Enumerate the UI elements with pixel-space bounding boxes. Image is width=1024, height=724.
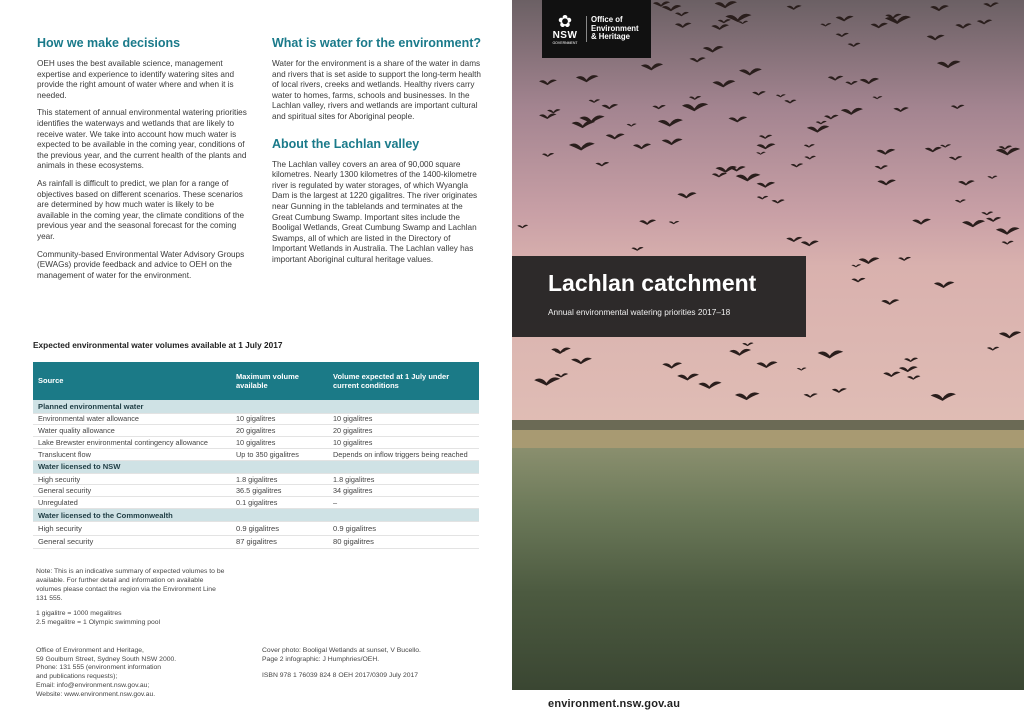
table-cell: 10 gigalitres xyxy=(231,413,328,425)
table-row xyxy=(33,485,479,497)
table-notes xyxy=(36,567,226,633)
grass xyxy=(512,448,1024,690)
table-cell: 10 gigalitres xyxy=(231,437,328,449)
table-cell: 0.1 gigalitres xyxy=(231,497,328,509)
logo-gov-text: GOVERNMENT xyxy=(552,41,578,45)
table-cell: 0.9 gigalitres xyxy=(328,522,479,536)
table-cell: 20 gigalitres xyxy=(328,425,479,437)
water-env-paragraph: Water for the environment is a share of the water in dams and rivers that is set aside to support the long-term health of local rivers, creeks and wetlands. Healthy rivers carry water to homes, farms, schools and businesses. In the Lachlan valley, rivers and wetlands are important cultural and spiritual sites for Aboriginal people. xyxy=(272,59,481,121)
table-header-row xyxy=(33,362,479,400)
conversion-note xyxy=(36,609,226,627)
header-max-volume: Maximum volume available xyxy=(231,362,328,400)
table-row xyxy=(33,448,479,460)
table-section-row xyxy=(33,400,479,413)
table-row xyxy=(33,425,479,437)
table-cell: 10 gigalitres xyxy=(328,437,479,449)
table-cell: Lake Brewster environmental contingency allowance xyxy=(33,437,231,449)
water-column xyxy=(272,36,482,273)
decisions-paragraph: Community-based Environmental Water Advisory Groups (EWAGs) provide feedback and advice to OEH on the management of water for the environment. xyxy=(37,249,245,280)
header-expected-volume: Volume expected at 1 July under current conditions xyxy=(328,362,479,400)
table-cell: High security xyxy=(33,473,231,485)
cover-page xyxy=(512,0,1024,690)
table-cell: 34 gigalitres xyxy=(328,485,479,497)
table-cell: Unregulated xyxy=(33,497,231,509)
decisions-heading: How we make decisions xyxy=(37,36,181,50)
logo-agency-text xyxy=(586,16,639,42)
table-row xyxy=(33,522,479,536)
table-cell: 80 gigalitres xyxy=(328,535,479,549)
isbn-line: ISBN 978 1 76039 824 8 OEH 2017/0309 July 2017 xyxy=(262,672,419,680)
conversion-1: 1 gigalitre = 1000 megalitres xyxy=(36,610,122,617)
credit-line: Page 2 infographic: J Humphries/OEH. xyxy=(262,655,380,663)
waratah-icon: ✿ NSW GOVERNMENT xyxy=(552,12,578,45)
water-env-heading: What is water for the environment? xyxy=(272,36,482,50)
table-cell: 20 gigalitres xyxy=(231,425,328,437)
table-row xyxy=(33,535,479,549)
address-line: Office of Environment and Heritage, xyxy=(36,647,144,654)
decisions-paragraph: OEH uses the best available science, management expertise and experience to identify watering sites and provide the right amount of water where and when it is needed. xyxy=(37,59,235,100)
table-body xyxy=(33,400,479,549)
footer-credits xyxy=(262,647,482,681)
table-row xyxy=(33,413,479,425)
table-cell: Environmental water allowance xyxy=(33,413,231,425)
logo-line: & Heritage xyxy=(591,32,630,42)
table-cell: 0.9 gigalitres xyxy=(231,522,328,536)
cover-title-box xyxy=(512,256,806,337)
logo-nsw-text: NSW xyxy=(552,30,578,41)
section-label: Water licensed to the Commonwealth xyxy=(33,509,479,522)
table-cell: 10 gigalitres xyxy=(328,413,479,425)
table-cell: – xyxy=(328,497,479,509)
table-cell: Depends on inflow triggers being reached xyxy=(328,448,479,460)
table-section-row xyxy=(33,509,479,522)
address-line: Email: info@environment.nsw.gov.au; xyxy=(36,681,150,689)
decisions-paragraph: As rainfall is difficult to predict, we plan for a range of objectives based on different scenarios. These scenarios are determined by how much water is likely to be available in the coming year, the climate conditions of the previous year and the seasonal forecast for the coming year. xyxy=(37,178,245,241)
lachlan-heading: About the Lachlan valley xyxy=(272,136,420,151)
address-line: Phone: 131 555 (environment information xyxy=(36,664,162,672)
table-cell: Translucent flow xyxy=(33,448,231,460)
logo-line: Office of xyxy=(591,15,623,25)
address-line: Website: www.environment.nsw.gov.au. xyxy=(36,690,156,698)
cover-photo xyxy=(512,0,1024,690)
table-row xyxy=(33,473,479,485)
conversion-2: 2.5 megalitre = 1 Olympic swimming pool xyxy=(36,619,161,626)
table-row xyxy=(33,437,479,449)
section-label: Planned environmental water xyxy=(33,400,479,413)
table-cell: Up to 350 gigalitres xyxy=(231,448,328,460)
website-url[interactable]: environment.nsw.gov.au xyxy=(548,698,681,710)
table-cell: General security xyxy=(33,535,231,549)
table-cell: High security xyxy=(33,522,231,536)
lachlan-paragraph: The Lachlan valley covers an area of 90,000 square kilometres. Nearly 1300 kilometres of the 1400-kilometre river is regulated by water storages, of which Wyangla Dam is the largest at 1220 gigalitres. The river originates near Gunning in the tablelands and terminates at the Great Cumbung Swamp. Important sites include the Booligal Wetlands, Great Cumbung Swamp and Lachlan Swamps, all of which are listed in the Directory of Important Wetlands in Australia. The Lachlan valley has important Aboriginal cultural heritage values. xyxy=(272,159,478,264)
table-cell: 87 gigalitres xyxy=(231,535,328,549)
address-line: and publications requests); xyxy=(36,673,118,681)
section-label: Water licensed to NSW xyxy=(33,460,479,473)
water-volumes-table xyxy=(33,362,479,549)
table-cell: General security xyxy=(33,485,231,497)
table-cell: Water quality allowance xyxy=(33,425,231,437)
header-source: Source xyxy=(33,362,231,400)
table-cell: 36.5 gigalitres xyxy=(231,485,328,497)
credit-line: Cover photo: Booligal Wetlands at sunset, V Bucello. xyxy=(262,647,421,654)
nsw-oeh-logo xyxy=(542,0,651,58)
cover-subtitle: Annual environmental watering priorities 2017–18 xyxy=(548,307,731,317)
address-line: 59 Goulburn Street, Sydney South NSW 2000. xyxy=(36,655,177,663)
logo-line: Environment xyxy=(591,23,639,33)
note-text: Note: This is an indicative summary of expected volumes to be available. For further detail and information on available volumes please contact the region via the Environment Line 131 555. xyxy=(36,568,225,602)
table-cell: 1.8 gigalitres xyxy=(231,473,328,485)
decisions-column xyxy=(37,36,247,288)
cover-title: Lachlan catchment xyxy=(548,270,757,296)
table-row xyxy=(33,497,479,509)
table-section-row xyxy=(33,460,479,473)
table-cell: 1.8 gigalitres xyxy=(328,473,479,485)
footer-address xyxy=(36,647,236,699)
table-title: Expected environmental water volumes available at 1 July 2017 xyxy=(33,340,283,350)
decisions-paragraph: This statement of annual environmental watering priorities identifies the waterways and wetlands that are likely to receive water. We take into account how much water is expected to be available in the coming year, conditions of the previous year, and the current health of the plants and animals in these ecosystems. xyxy=(37,108,247,171)
